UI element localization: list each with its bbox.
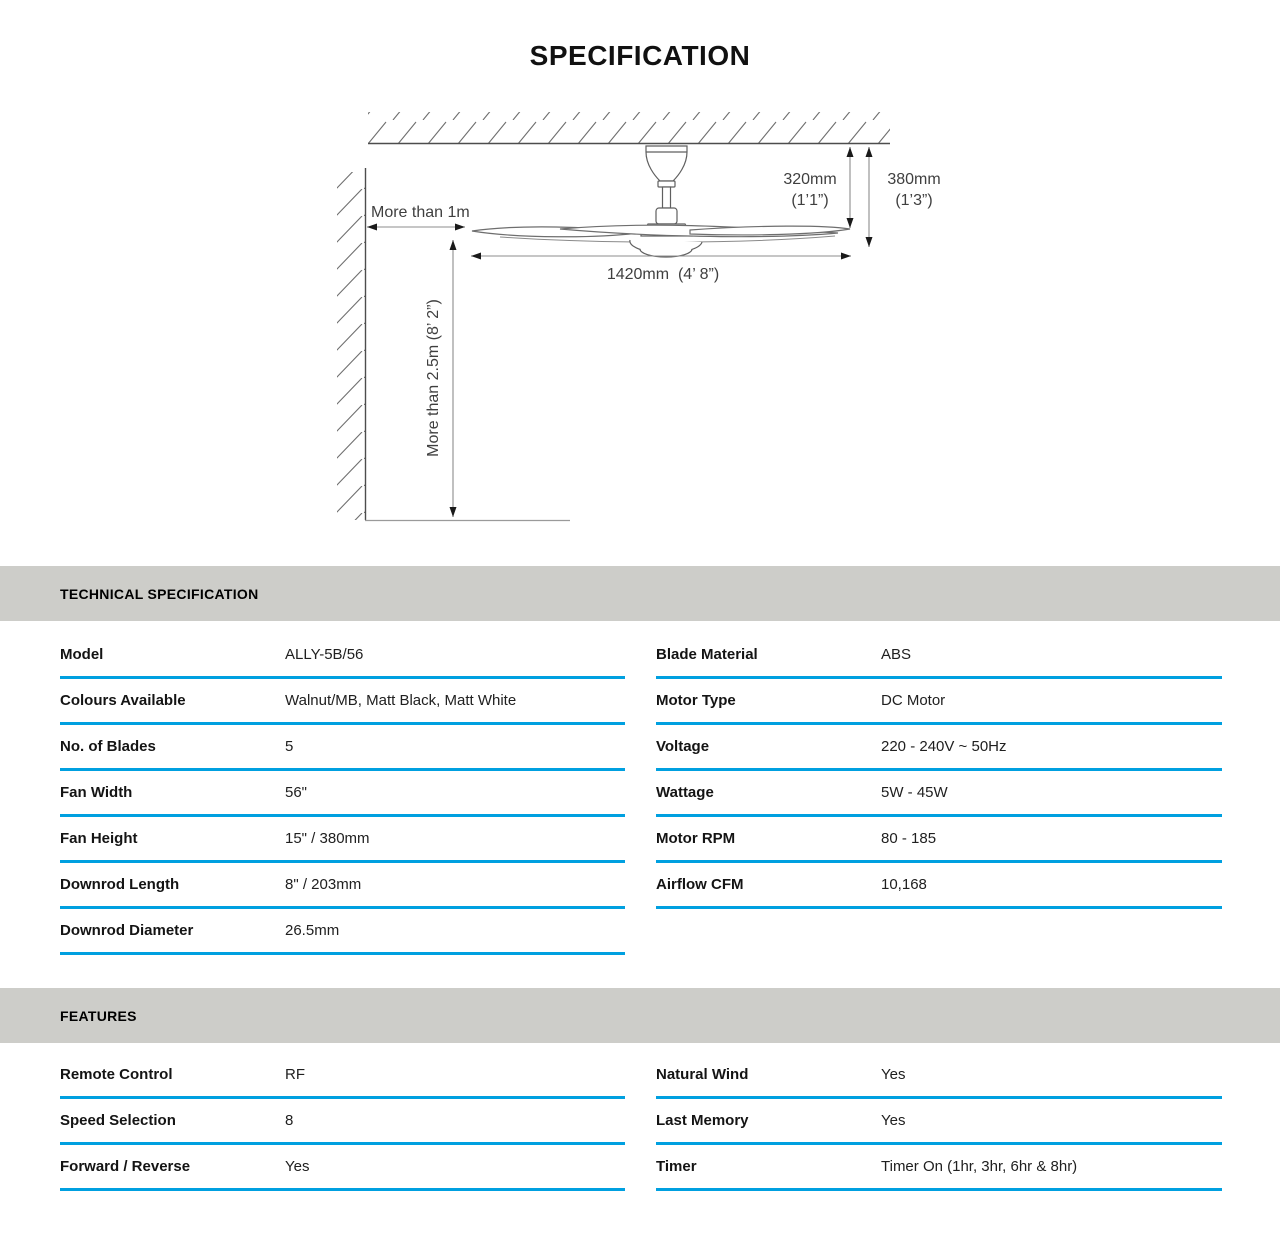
features-table-right <box>656 1053 1222 1191</box>
spec-value: Yes <box>285 1158 310 1175</box>
spec-value: 15" / 380mm <box>285 830 370 847</box>
spec-label: Speed Selection <box>60 1112 176 1129</box>
spec-value: Yes <box>881 1066 906 1083</box>
spec-label: Forward / Reverse <box>60 1158 191 1175</box>
spec-label: Motor RPM <box>656 830 736 847</box>
table-row <box>656 1053 1222 1099</box>
dim-fan-width-label: 1420mm (4’ 8”) <box>606 266 720 283</box>
table-row <box>656 817 1222 863</box>
table-row <box>656 863 1222 909</box>
table-row <box>60 771 625 817</box>
spec-label: Fan Height <box>60 830 138 847</box>
dim-320-ft-label: (1’1”) <box>791 192 829 209</box>
dim-320-label: 320mm <box>783 171 837 188</box>
spec-value: RF <box>285 1066 305 1083</box>
dim-floor-clearance-label: More than 2.5m (8’ 2”) <box>425 299 442 457</box>
tech-spec-table-right <box>656 633 1222 909</box>
table-row <box>60 1145 625 1191</box>
spec-label: Airflow CFM <box>656 876 744 893</box>
spec-value: 8 <box>285 1112 294 1129</box>
spec-label: Natural Wind <box>656 1066 749 1083</box>
table-row <box>656 1099 1222 1145</box>
spec-value: DC Motor <box>881 692 946 709</box>
spec-label: Colours Available <box>60 692 186 709</box>
table-row <box>60 679 625 725</box>
spec-value: 5 <box>285 738 294 755</box>
spec-value: 56" <box>285 784 308 801</box>
installation-diagram <box>0 0 1280 560</box>
section-title-features: FEATURES <box>60 1007 137 1024</box>
table-row <box>656 771 1222 817</box>
spec-label: No. of Blades <box>60 738 156 755</box>
dim-wall-clearance-label: More than 1m <box>371 204 470 221</box>
spec-value: ALLY-5B/56 <box>285 646 364 663</box>
ceiling-hatch <box>368 112 890 144</box>
table-row <box>60 725 625 771</box>
spec-label: Motor Type <box>656 692 736 709</box>
spec-label: Remote Control <box>60 1066 173 1083</box>
spec-label: Model <box>60 646 104 663</box>
spec-value: 10,168 <box>881 876 927 893</box>
spec-label: Downrod Length <box>60 876 180 893</box>
tech-spec-table-left <box>60 633 625 955</box>
table-row <box>60 817 625 863</box>
table-row <box>656 1145 1222 1191</box>
section-band-technical <box>0 566 1280 621</box>
spec-value: Walnut/MB, Matt Black, Matt White <box>285 692 517 709</box>
table-row <box>60 633 625 679</box>
section-title-technical: TECHNICAL SPECIFICATION <box>60 585 259 602</box>
spec-label: Last Memory <box>656 1112 749 1129</box>
table-row <box>60 909 625 955</box>
spec-label: Blade Material <box>656 646 758 663</box>
table-row <box>60 1053 625 1099</box>
spec-label: Timer <box>656 1158 697 1175</box>
spec-value: ABS <box>881 646 912 663</box>
dim-380-label: 380mm <box>887 171 941 188</box>
page-title: SPECIFICATION <box>529 40 751 71</box>
dim-380-ft-label: (1’3”) <box>895 192 933 209</box>
spec-label: Fan Width <box>60 784 133 801</box>
spec-value: Yes <box>881 1112 906 1129</box>
wall-hatch <box>337 168 366 520</box>
features-table-left <box>60 1053 625 1191</box>
spec-value: 220 - 240V ~ 50Hz <box>881 738 1007 755</box>
spec-value: Timer On (1hr, 3hr, 6hr & 8hr) <box>881 1158 1078 1175</box>
table-row <box>656 633 1222 679</box>
spec-value: 80 - 185 <box>881 830 937 847</box>
table-row <box>60 863 625 909</box>
spec-value: 8" / 203mm <box>285 876 362 893</box>
spec-label: Downrod Diameter <box>60 922 194 939</box>
spec-value: 26.5mm <box>285 922 340 939</box>
table-row <box>60 1099 625 1145</box>
section-band-features <box>0 988 1280 1043</box>
table-row <box>656 725 1222 771</box>
spec-label: Voltage <box>656 738 710 755</box>
spec-value: 5W - 45W <box>881 784 948 801</box>
table-row <box>656 679 1222 725</box>
spec-label: Wattage <box>656 784 714 801</box>
